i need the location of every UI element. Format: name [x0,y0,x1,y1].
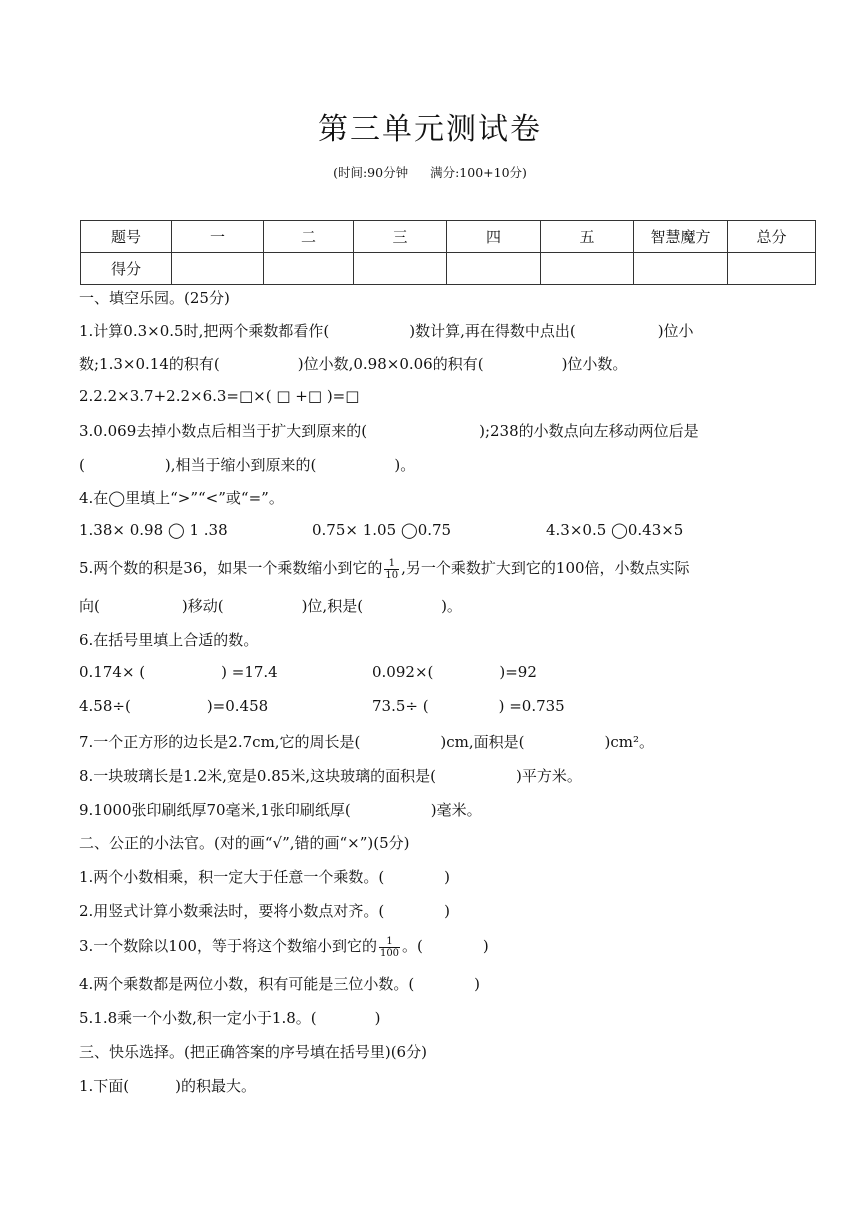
section-heading-judgement: 二、公正的小法官。(对的画“√”,错的画“×”)(5分) [79,834,410,852]
closing-paren: ) [482,937,489,955]
question-1-line-1 [79,320,694,341]
question-text: )cm,面积是( [440,733,525,751]
score-table-header-cell: 总分 [728,221,816,253]
question-1-line-2 [79,353,627,374]
score-table-header-cell: 五 [541,221,634,253]
score-table-header-cell: 题号 [81,221,172,253]
question-text: )位小数,0.98×0.06的积有( [297,355,484,373]
score-row-label: 得分 [81,253,172,285]
question-text: 0.174× ( [79,663,146,681]
question-8 [79,765,582,786]
question-3-line-2 [79,454,415,475]
section-heading-fill-in: 一、填空乐园。(25分) [79,289,230,307]
question-text: )位,积是( [301,597,364,615]
fraction-numerator: 1 [384,558,399,570]
score-cell[interactable] [172,253,264,285]
question-text: 。( [402,937,423,955]
question-text: 向( [79,597,100,615]
score-table-score-row [81,253,816,285]
judgement-5 [79,1007,381,1028]
question-text: ) =17.4 [221,663,278,681]
question-text: ),相当于缩小到原来的( [164,456,317,474]
score-cell[interactable] [728,253,816,285]
question-text: 5.1.8乘一个小数,积一定小于1.8。( [79,1009,317,1027]
question-4-comparison-2: 0.75× 1.05 ◯0.75 [312,521,452,539]
question-text: ( [79,456,85,474]
question-text: );238的小数点向左移动两位后是 [479,422,699,440]
question-text: )平方米。 [515,767,582,785]
question-7 [79,731,654,752]
score-table-header-cell: 四 [447,221,541,253]
score-cell[interactable] [541,253,634,285]
question-text: 0.092×( [372,663,434,681]
score-cell[interactable] [354,253,447,285]
question-text: 1.计算0.3×0.5时,把两个乘数都看作( [79,322,330,340]
question-6-item-b [372,663,537,681]
question-6-item-a [79,663,278,681]
question-2: 2.2.2×3.7+2.2×6.3=□×( □ +□ )=□ [79,387,360,405]
question-text: 4.58÷( [79,697,131,715]
choice-1 [79,1075,256,1096]
judgement-1 [79,866,450,887]
question-5-line-2 [79,595,462,616]
question-text: )=0.458 [206,697,269,715]
judgement-4 [79,973,480,994]
question-text: 5.两个数的积是36，如果一个乘数缩小到它的 [79,559,383,577]
question-9 [79,799,482,820]
question-4-comparison-3: 4.3×0.5 ◯0.43×5 [546,521,684,539]
fraction-numerator: 1 [379,936,400,948]
closing-paren: ) [444,902,451,920]
question-6: 6.在括号里填上合适的数。 [79,631,259,649]
question-4: 4.在◯里填上“>”“<”或“=”。 [79,489,284,507]
fraction-denominator: 10 [385,569,399,581]
score-table-header-cell: 二 [264,221,354,253]
question-text: )=92 [499,663,537,681]
section-heading-choice: 三、快乐选择。(把正确答案的序号填在括号里)(6分) [79,1043,427,1061]
judgement-2 [79,900,450,921]
question-text: 数;1.3×0.14的积有( [79,355,220,373]
closing-paren: ) [374,1009,381,1027]
score-table-header-cell: 智慧魔方 [634,221,728,253]
closing-paren: ) [474,975,481,993]
question-text: 9.1000张印刷纸厚70毫米,1张印刷纸厚( [79,801,351,819]
question-5-line-1 [79,557,690,581]
question-text: 8.一块玻璃长是1.2米,宽是0.85米,这块玻璃的面积是( [79,767,436,785]
question-text: 73.5÷ ( [372,697,429,715]
fraction-one-tenth [384,558,399,581]
page-subtitle [0,163,860,181]
page-title: 第三单元测试卷 [318,112,542,147]
fraction-denominator: 100 [379,947,400,959]
question-6-item-d [372,697,565,715]
question-text: 2.用竖式计算小数乘法时，要将小数点对齐。( [79,902,385,920]
score-cell[interactable] [634,253,728,285]
question-text: )。 [394,456,416,474]
question-text: 3.0.069去掉小数点后相当于扩大到原来的( [79,422,368,440]
question-3-line-1 [79,420,699,441]
question-text: 7.一个正方形的边长是2.7cm,它的周长是( [79,733,361,751]
question-6-item-c [79,697,268,715]
question-text: 3.一个数除以100，等于将这个数缩小到它的 [79,937,377,955]
question-text: )位小 [657,322,694,340]
score-table [80,220,816,285]
question-4-comparison-1: 1.38× 0.98 ◯ 1 .38 [79,521,228,539]
question-text: )数计算,再在得数中点出( [409,322,576,340]
question-text: 1.下面( [79,1077,130,1095]
score-table-header-row [81,221,816,253]
question-text: )位小数。 [561,355,628,373]
question-text: 1.两个小数相乘，积一定大于任意一个乘数。( [79,868,385,886]
full-score: 满分:100+10分) [430,165,527,180]
question-text: 4.两个乘数都是两位小数，积有可能是三位小数。( [79,975,415,993]
score-cell[interactable] [447,253,541,285]
question-text: )的积最大。 [175,1077,257,1095]
question-text: )毫米。 [430,801,482,819]
score-table-header-cell: 一 [172,221,264,253]
closing-paren: ) [444,868,451,886]
question-text: )移动( [181,597,224,615]
time-limit: (时间:90分钟 [333,165,409,180]
judgement-3 [79,935,489,959]
question-text: ) =0.735 [498,697,565,715]
question-text: )。 [441,597,462,615]
score-cell[interactable] [264,253,354,285]
fraction-one-hundredth [379,936,400,959]
score-table-header-cell: 三 [354,221,447,253]
question-text: ,另一个乘数扩大到它的100倍，小数点实际 [401,559,690,577]
question-text: )cm²。 [604,733,655,751]
